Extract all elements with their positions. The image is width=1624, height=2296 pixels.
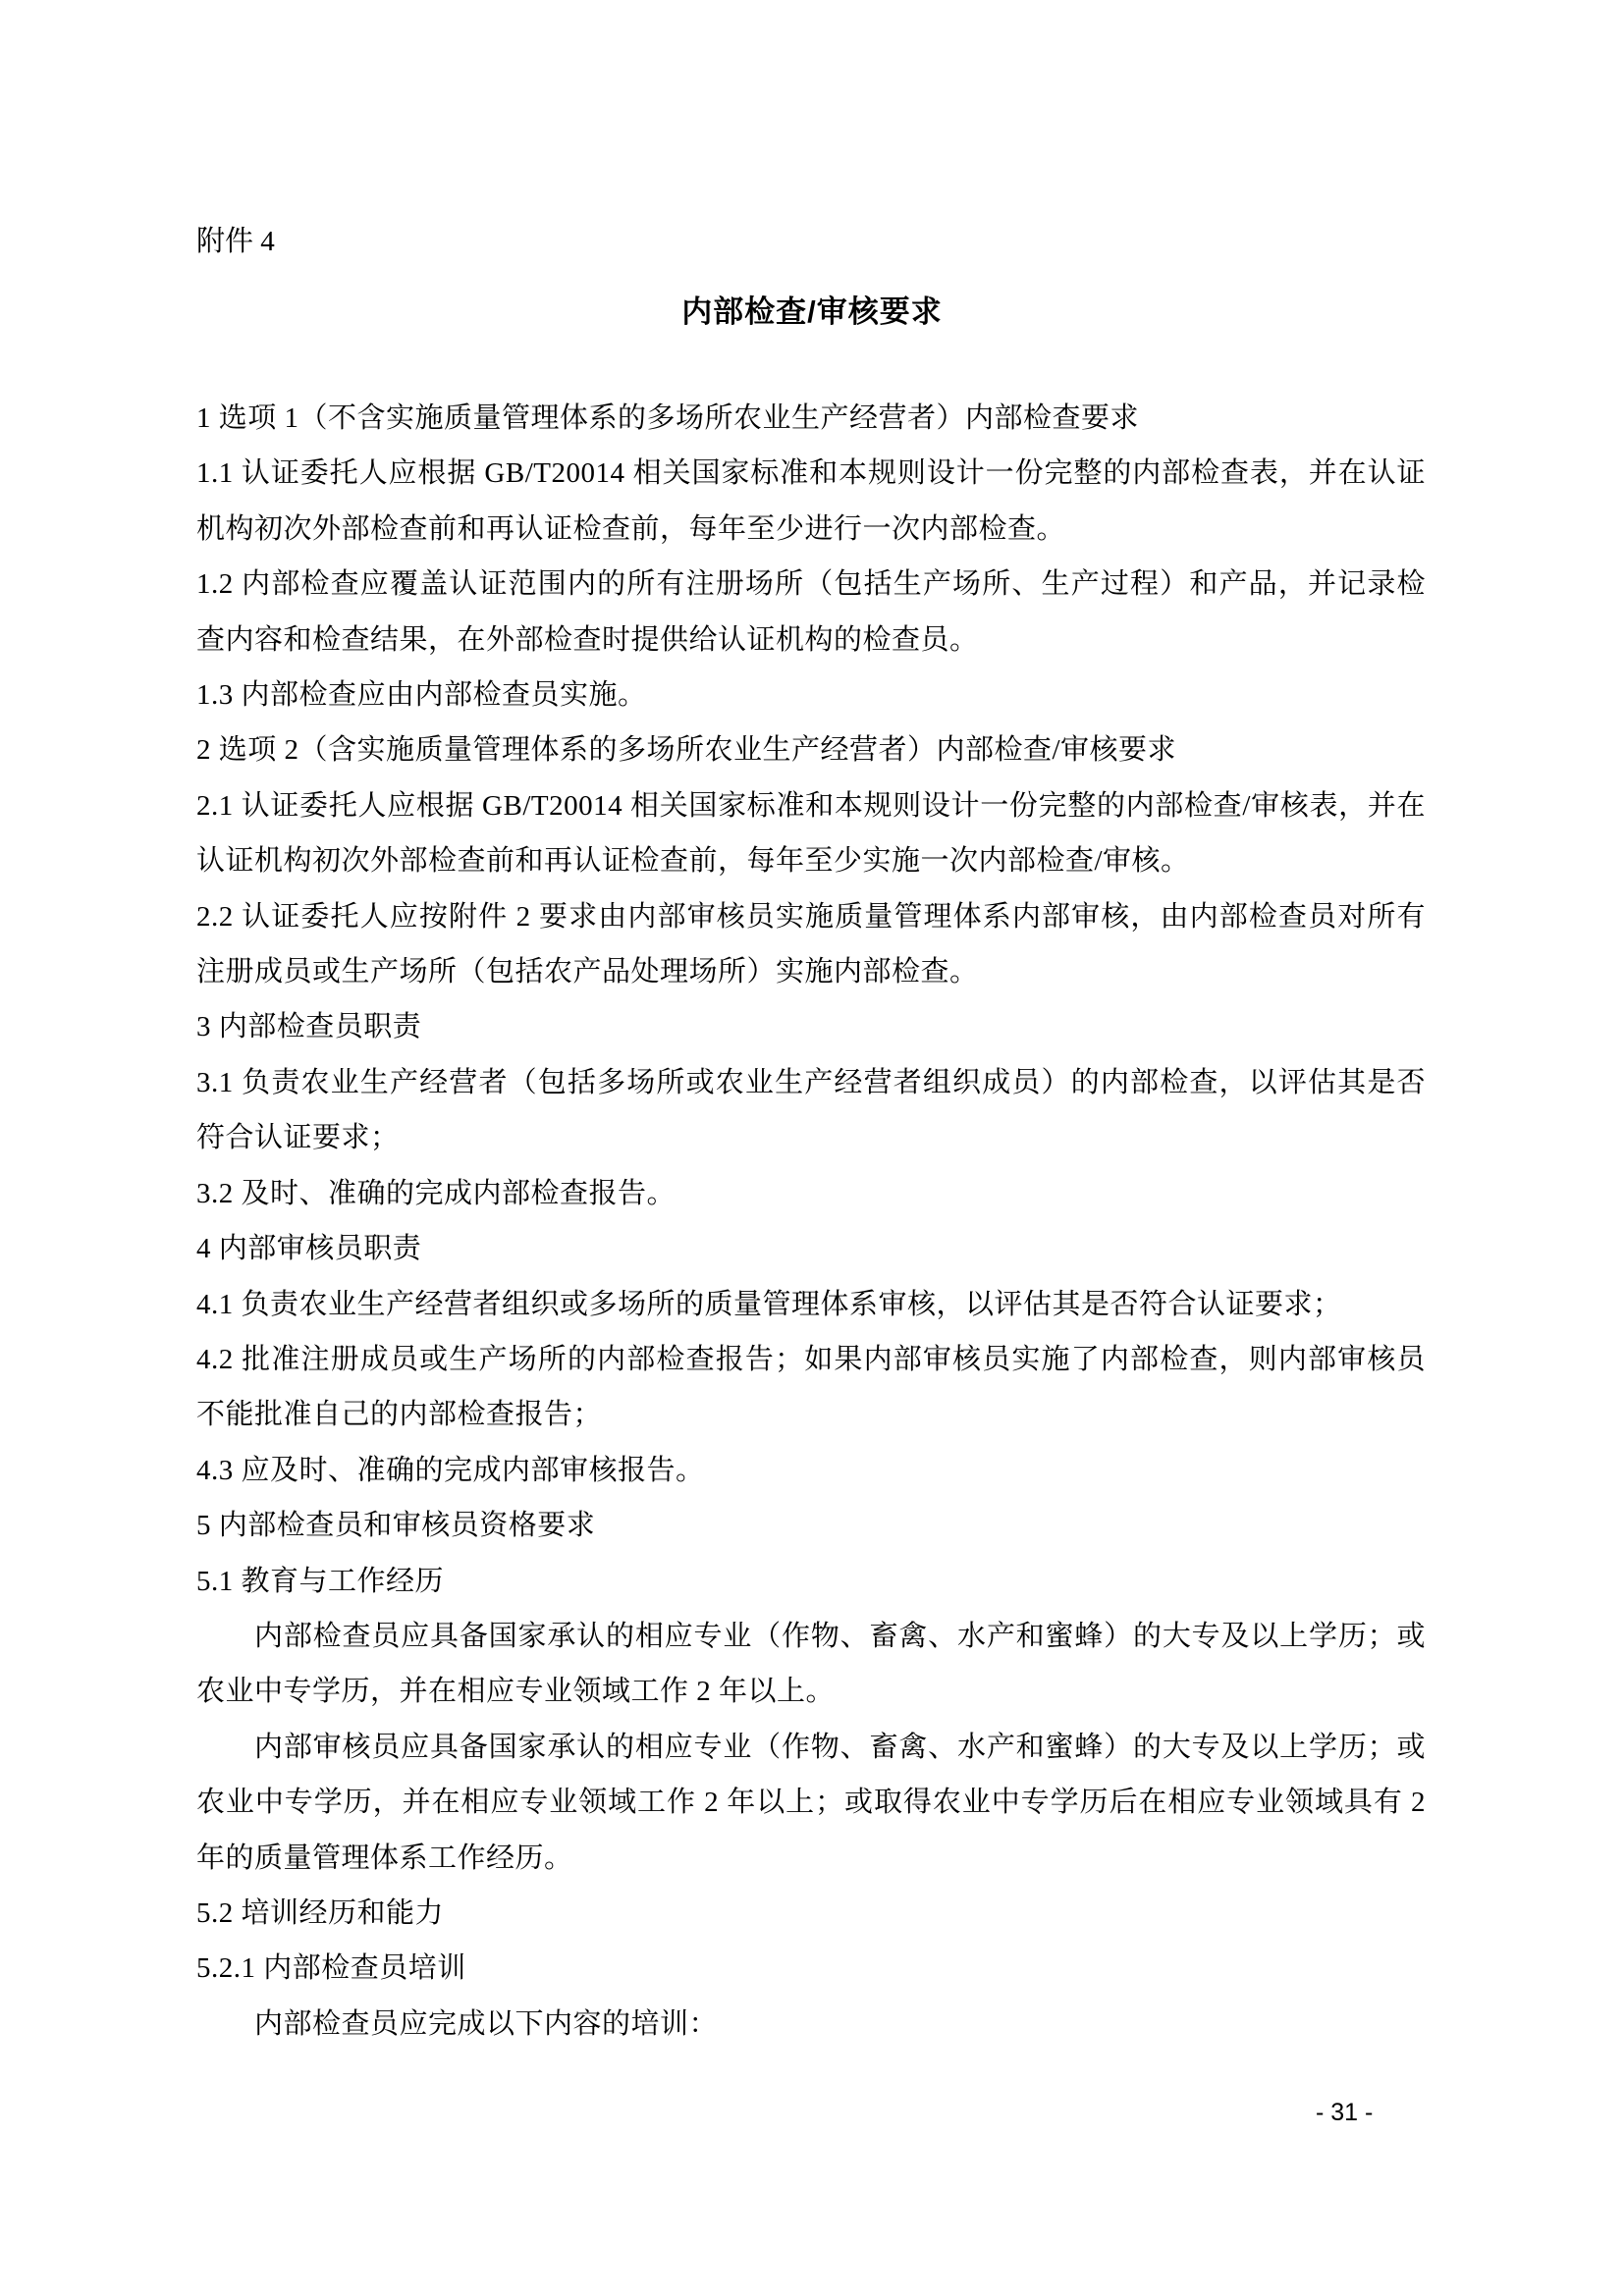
paragraph-5-2: 5.2 培训经历和能力 <box>196 1896 445 1929</box>
paragraph-4-2: 4.2 批准注册成员或生产场所的内部检查报告；如果内部审核员实施了内部检查，则内部审核员不能批准自己的内部检查报告； <box>196 1343 1426 1431</box>
paragraph-1-3: 1.3 内部检查应由内部检查员实施。 <box>196 679 647 712</box>
paragraph-1-2: 1.2 内部检查应覆盖认证范围内的所有注册场所（包括生产场所、生产过程）和产品，并记录检查内容和检查结果，在外部检查时提供给认证机构的检查员。 <box>196 568 1426 656</box>
paragraph-section-2: 2 选项 2（含实施质量管理体系的多场所农业生产经营者）内部检查/审核要求 <box>196 734 1177 767</box>
paragraph-4-3: 4.3 应及时、准确的完成内部审核报告。 <box>196 1454 705 1486</box>
paragraph-section-3: 3 内部检查员职责 <box>196 1011 422 1043</box>
paragraph-5-1-auditor: 内部审核员应具备国家承认的相应专业（作物、畜禽、水产和蜜蜂）的大专及以上学历；或农业中专学历，并在相应专业领域工作 2 年以上；或取得农业中专学历后在相应专业领域具有 2 年的质量管理体系工作经历。 <box>196 1731 1426 1874</box>
paragraph-4-1: 4.1 负责农业生产经营者组织或多场所的质量管理体系审核，以评估其是否符合认证要求； <box>196 1288 1342 1320</box>
paragraph-3-1: 3.1 负责农业生产经营者（包括多场所或农业生产经营者组织成员）的内部检查，以评估其是否符合认证要求； <box>196 1066 1426 1154</box>
attachment-label: 附件 4 <box>196 226 275 257</box>
document-body <box>196 391 1426 2052</box>
paragraph-1-1: 1.1 认证委托人应根据 GB/T20014 相关国家标准和本规则设计一份完整的内部检查表，并在认证机构初次外部检查前和再认证检查前，每年至少进行一次内部检查。 <box>196 457 1426 545</box>
paragraph-5-2-1-intro: 内部检查员应完成以下内容的培训： <box>254 2007 719 2040</box>
paragraph-3-2: 3.2 及时、准确的完成内部检查报告。 <box>196 1177 677 1209</box>
paragraph-5-2-1: 5.2.1 内部检查员培训 <box>196 1952 466 1985</box>
paragraph-2-1: 2.1 认证委托人应根据 GB/T20014 相关国家标准和本规则设计一份完整的内部检查/审核表，并在认证机构初次外部检查前和再认证检查前，每年至少实施一次内部检查/审核。 <box>196 789 1426 878</box>
paragraph-section-1: 1 选项 1（不含实施质量管理体系的多场所农业生产经营者）内部检查要求 <box>196 402 1140 434</box>
document-title: 内部检查/审核要求 <box>681 294 943 329</box>
paragraph-section-4: 4 内部审核员职责 <box>196 1233 422 1265</box>
paragraph-2-2: 2.2 认证委托人应按附件 2 要求由内部审核员实施质量管理体系内部审核，由内部检查员对所有注册成员或生产场所（包括农产品处理场所）实施内部检查。 <box>196 900 1426 988</box>
paragraph-5-1: 5.1 教育与工作经历 <box>196 1565 445 1597</box>
paragraph-section-5: 5 内部检查员和审核员资格要求 <box>196 1510 596 1542</box>
page-number: - 31 - <box>1316 2099 1374 2126</box>
paragraph-5-1-inspector: 内部检查员应具备国家承认的相应专业（作物、畜禽、水产和蜜蜂）的大专及以上学历；或农业中专学历，并在相应专业领域工作 2 年以上。 <box>196 1620 1426 1708</box>
